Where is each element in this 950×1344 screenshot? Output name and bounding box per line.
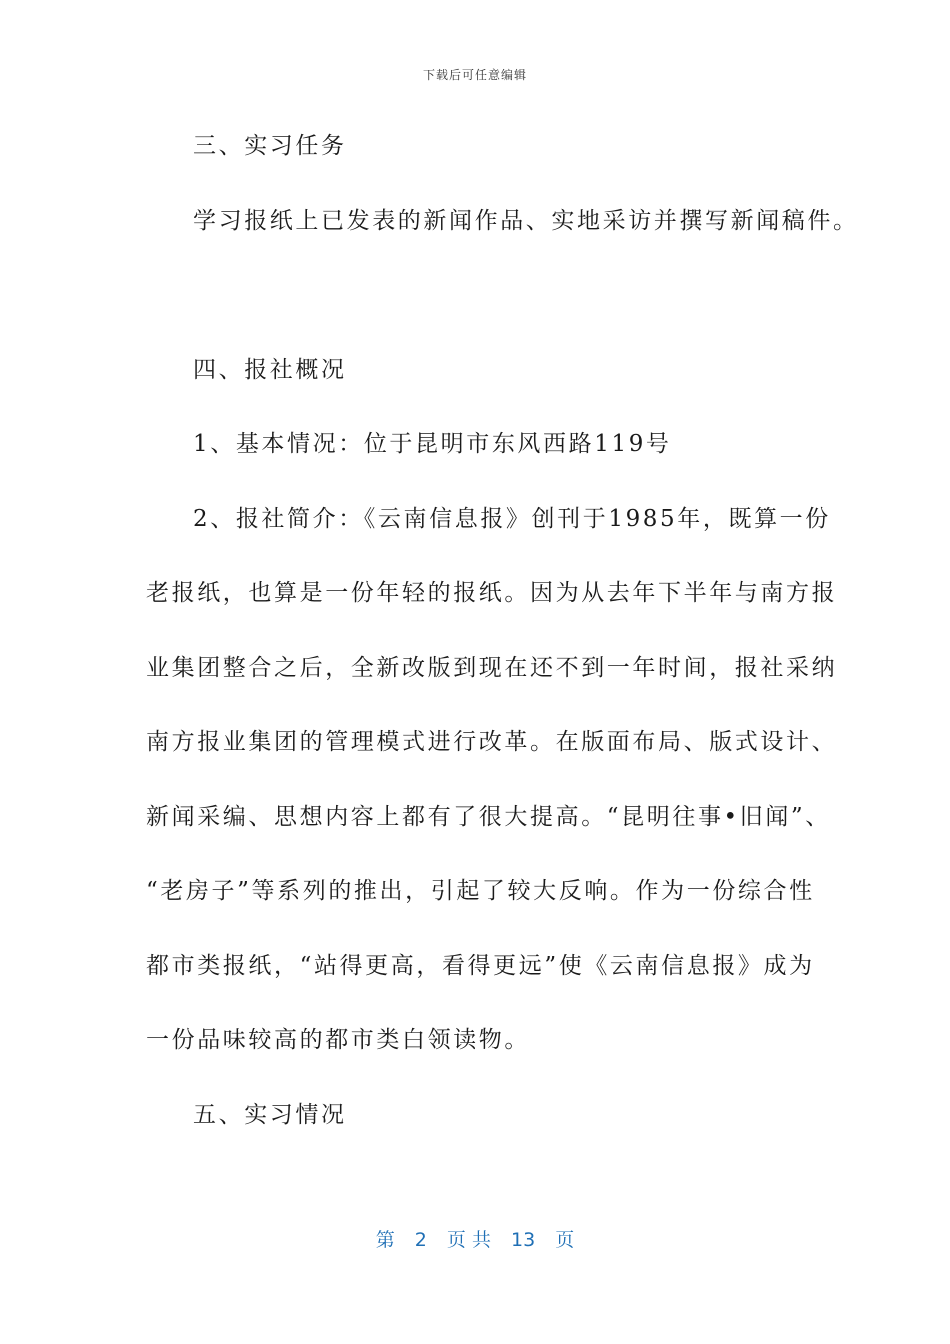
profile-line-3: 业集团整合之后，全新改版到现在还不到一年时间，报社采纳 xyxy=(146,655,838,681)
profile-line-1: 2、报社简介：《云南信息报》创刊于1985年，既算一份 xyxy=(193,506,831,532)
page-label-post: 页 xyxy=(555,1229,575,1251)
section-3-title: 三、实习任务 xyxy=(193,133,347,159)
section-4-title: 四、报社概况 xyxy=(193,357,347,383)
profile-line-7: 都市类报纸，“站得更高，看得更远”使《云南信息报》成为 xyxy=(146,953,815,979)
section-3-text: 学习报纸上已发表的新闻作品、实地采访并撰写新闻稿件。 xyxy=(193,208,859,234)
profile-line-5: 新闻采编、思想内容上都有了很大提高。“昆明往事•旧闻”、 xyxy=(146,804,831,830)
profile-line-8: 一份品味较高的都市类白领读物。 xyxy=(146,1027,530,1053)
profile-line-6: “老房子”等系列的推出，引起了较大反响。作为一份综合性 xyxy=(146,878,815,904)
section-5-title: 五、实习情况 xyxy=(193,1102,347,1128)
page-label-pre: 第 xyxy=(375,1229,395,1251)
page-header-note: 下载后可任意编辑 xyxy=(422,68,527,82)
basic-info-item: 1、基本情况：位于昆明市东风西路119号 xyxy=(193,431,672,457)
profile-line-2: 老报纸，也算是一份年轻的报纸。因为从去年下半年与南方报 xyxy=(146,580,838,606)
current-page-number: 2 xyxy=(414,1229,427,1251)
page-label-mid: 页 共 xyxy=(446,1229,491,1251)
profile-line-4: 南方报业集团的管理模式进行改革。在版面布局、版式设计、 xyxy=(146,729,838,755)
total-pages-number: 13 xyxy=(511,1229,536,1251)
page-footer xyxy=(0,1225,950,1252)
